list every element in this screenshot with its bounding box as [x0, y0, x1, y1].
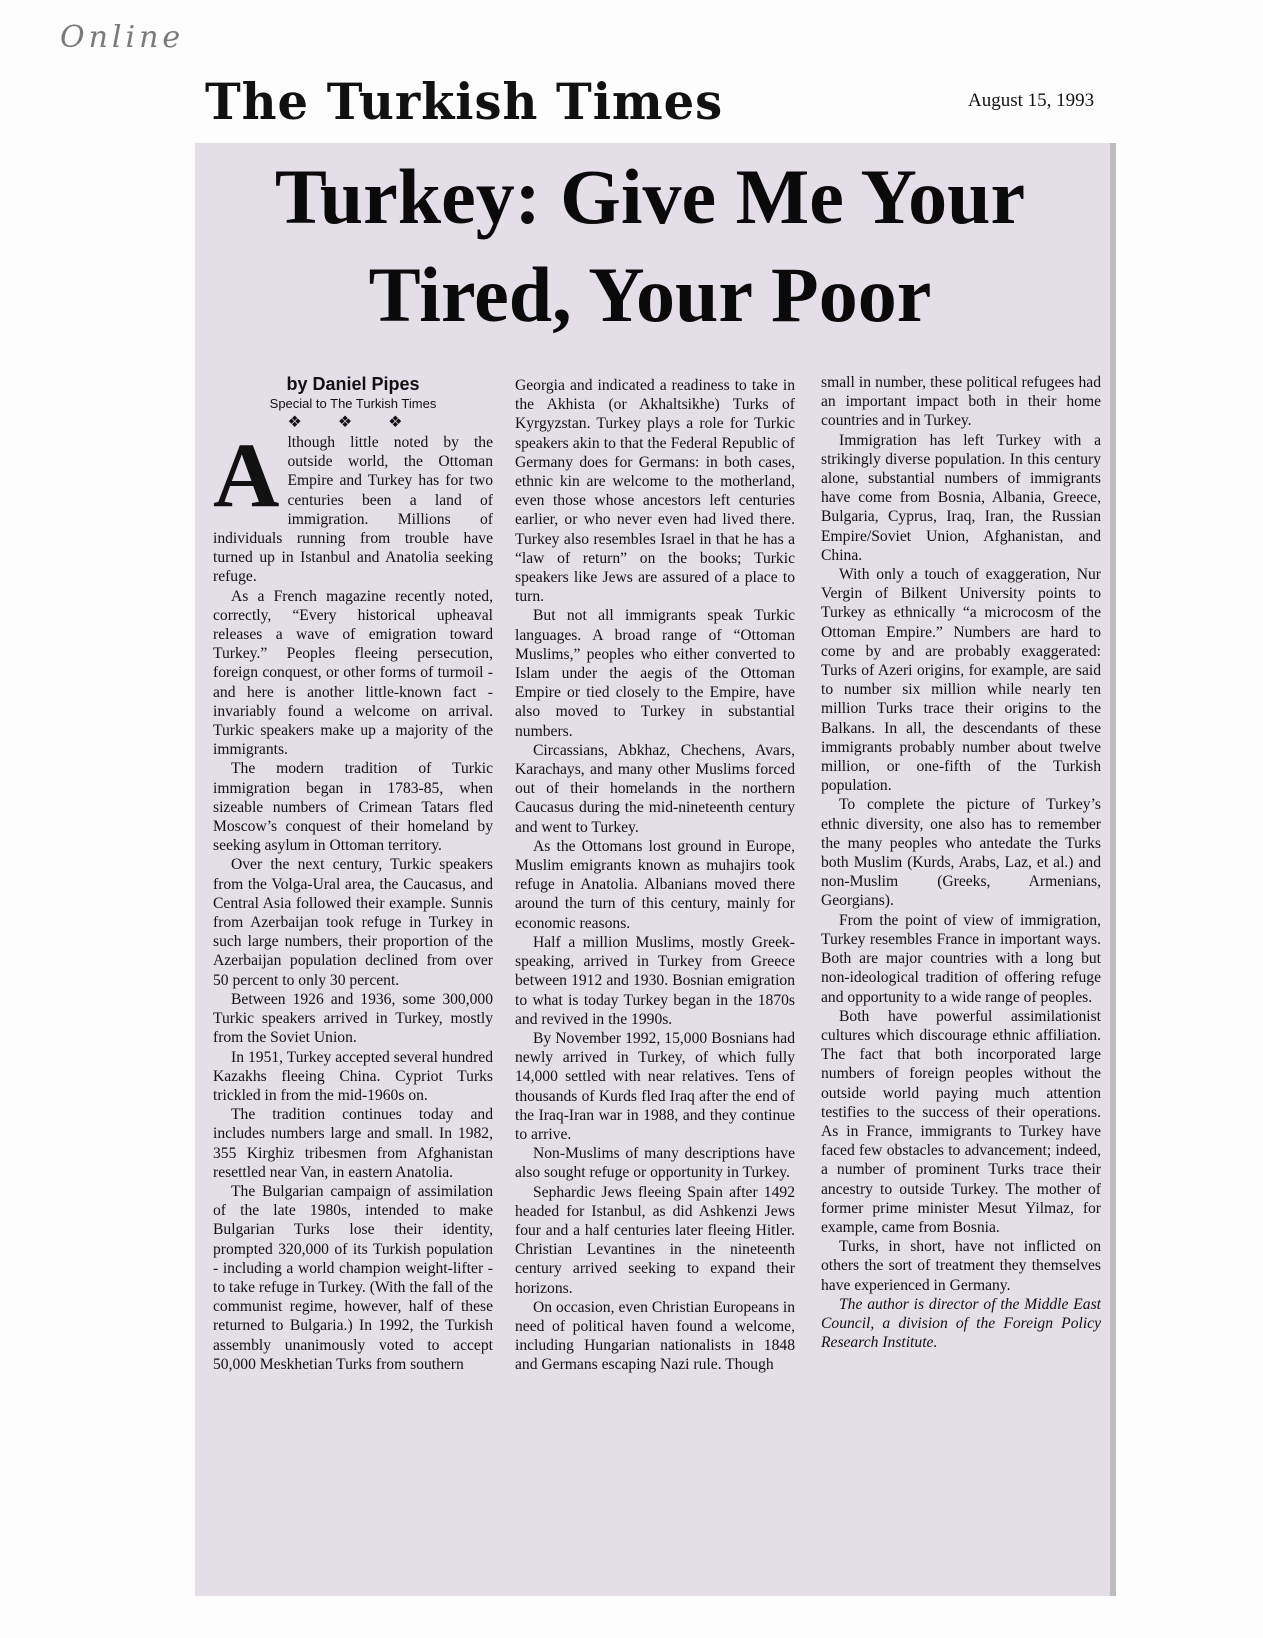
- publication-date: August 15, 1993: [968, 90, 1095, 111]
- paragraph: From the point of view of immigration, Turkey resembles France in important ways. Both are major countries with a long but non-ideological tradition of offering refuge and opportunity to a wide range of peoples.: [821, 911, 1101, 1006]
- paragraph: Between 1926 and 1936, some 300,000 Turkic speakers arrived in Turkey, mostly from the Soviet Union.: [213, 990, 493, 1047]
- paragraph: Circassians, Abkhaz, Chechens, Avars, Karachays, and many other Muslims forced out of their homelands in the northern Caucasus during the mid-nineteenth century and went to Turkey.: [515, 741, 795, 836]
- headline: [200, 148, 1100, 344]
- paragraph: To complete the picture of Turkey’s ethnic diversity, one also has to remember the many peoples who antedate the Turks both Muslim (Kurds, Arabs, Laz, et al.) and non-Muslim (Greeks, Armenians, Georgians).: [821, 796, 1101, 910]
- ornament-divider: ❖ ❖ ❖: [287, 414, 419, 431]
- headline-line-2: Tired, Your Poor: [368, 251, 932, 338]
- paragraph: By November 1992, 15,000 Bosnians had newly arrived in Turkey, of which fully 14,000 settled with near relatives. Tens of thousands of Kurds fled Iraq after the end of the Iraq-Iran war in 1988, and they continue to arrive.: [515, 1029, 795, 1143]
- paragraph: Half a million Muslims, mostly Greek-speaking, arrived in Turkey from Greece between 1912 and 1930. Bosnian emigration to what is today Turkey began in the 1870s and revived in the 1990s.: [515, 933, 795, 1028]
- paragraph: Turks, in short, have not inflicted on others the sort of treatment they themselves have experienced in Germany.: [821, 1238, 1101, 1294]
- paragraph: As a French magazine recently noted, correctly, “Every historical upheaval releases a wave of emigration toward Turkey.” Peoples fleeing persecution, foreign conquest, or other forms of turmoil - and here is another little-known fact - invariably found a welcome on arrival. Turkic speakers make up a majority of the immigrants.: [213, 587, 493, 759]
- drop-cap: A: [213, 424, 280, 526]
- paragraph: But not all immigrants speak Turkic languages. A broad range of “Ottoman Muslims,” peoples who either converted to Islam under the aegis of the Ottoman Empire or tied closely to the Empire, have also moved to Turkey in substantial numbers.: [515, 607, 795, 740]
- column-3: [821, 373, 1101, 1595]
- paragraph: With only a touch of exaggeration, Nur Vergin of Bilkent University points to Turkey as ethnically “a microcosm of the Ottoman Empire.” Numbers are hard to come by and are probably exaggerated: Turks of Azeri origins, for example, are said to number six million while nearly ten million Turks trace their origins to the Balkans. In all, the descendants of these immigrants probably number about twelve million, or one-fifth of the Turkish population.: [821, 566, 1101, 795]
- paragraph: Non-Muslims of many descriptions have also sought refuge or opportunity in Turkey.: [515, 1145, 795, 1182]
- byline-credit: Special to The Turkish Times: [269, 396, 437, 411]
- byline: by Daniel Pipes: [286, 374, 420, 394]
- author-note: The author is director of the Middle East Council, a division of the Foreign Policy Research Institute.: [821, 1295, 1101, 1352]
- paragraph: Over the next century, Turkic speakers from the Volga-Ural area, the Caucasus, and Central Asia followed their example. Sunnis from Azerbaijan took refuge in Turkey in such large numbers, their proportion of the Azerbaijan population declined from over 50 percent to only 30 percent.: [213, 856, 493, 989]
- paragraph: Sephardic Jews fleeing Spain after 1492 headed for Istanbul, as did Ashkenzi Jews four and a half centuries later fleeing Hitler. Christian Levantines in the nineteenth century arrived seeking to expand their horizons.: [515, 1183, 795, 1297]
- paragraph-text: lthough little noted by the outside world, the Ottoman Empire and Turkey has for two centuries been a land of immigration. Millions of individuals running from trouble have turned up in Istanbul and Anatolia seeking refuge.: [213, 434, 493, 586]
- paragraph: Georgia and indicated a readiness to take in the Akhista (or Akhaltsikhe) Turks of Kyrgyzstan. Turkey plays a role for Turkic speakers akin to that the Federal Republic of Germany does for Germans: in both cases, ethnic kin are welcome to the motherland, even those whose ancestors left centuries earlier, or who never even had lived there. Turkey also resembles Israel in that he has a “law of return” on the books; Turkic speakers like Jews are assured of a place to turn.: [515, 377, 795, 606]
- handwritten-note: Online: [60, 20, 185, 55]
- column-2: [515, 376, 795, 1598]
- paragraph: As the Ottomans lost ground in Europe, Muslim emigrants known as muhajirs took refuge in Anatolia. Albanians moved there around the turn of this century, mainly for economic reasons.: [515, 837, 795, 932]
- headline-line-1: Turkey: Give Me Your: [274, 153, 1026, 240]
- masthead: The Turkish Times: [205, 72, 724, 131]
- paragraph: The Bulgarian campaign of assimilation of the late 1980s, intended to make Bulgarian Turks lose their identity, prompted 320,000 of its Turkish population - including a world champion weight-lifter - to take refuge in Turkey. (With the fall of the communist regime, however, half of these returned to Bulgaria.) In 1992, the Turkish assembly unanimously voted to accept 50,000 Meskhetian Turks from southern: [213, 1182, 493, 1373]
- paragraph: On occasion, even Christian Europeans in need of political haven found a welcome, including Hungarian nationalists in 1848 and Germans escaping Nazi rule. Though: [515, 1298, 795, 1374]
- paragraph: small in number, these political refugees had an important impact both in their home countries and in Turkey.: [821, 374, 1101, 430]
- paragraph: The tradition continues today and includes numbers large and small. In 1982, 355 Kirghiz tribesmen from Afghanistan resettled near Van, in eastern Anatolia.: [213, 1106, 493, 1181]
- paragraph: In 1951, Turkey accepted several hundred Kazakhs fleeing China. Cypriot Turks trickled in from the mid-1960s on.: [213, 1048, 493, 1104]
- paragraph: [213, 424, 493, 587]
- paragraph: The modern tradition of Turkic immigration began in 1783-85, when sizeable numbers of Crimean Tatars fled Moscow’s conquest of their homeland by seeking asylum in Ottoman territory.: [213, 760, 493, 855]
- paragraph: Both have powerful assimilationist cultures which discourage ethnic affiliation. The fact that both incorporated large numbers of foreign peoples without the outside world paying much attention testifies to the success of their operations. As in France, immigrants to Turkey have faced few obstacles to advancement; indeed, a number of prominent Turks trace their ancestry to outside Turkey. The mother of former prime minister Mesut Yilmaz, for example, came from Bosnia.: [821, 1007, 1101, 1236]
- column-1: [213, 373, 493, 1595]
- paragraph: Immigration has left Turkey with a strikingly diverse population. In this century alone, substantial numbers of immigrants have come from Bosnia, Albania, Greece, Bulgaria, Cyprus, Iraq, Iran, the Russian Empire/Soviet Union, Afghanistan, and China.: [821, 431, 1101, 564]
